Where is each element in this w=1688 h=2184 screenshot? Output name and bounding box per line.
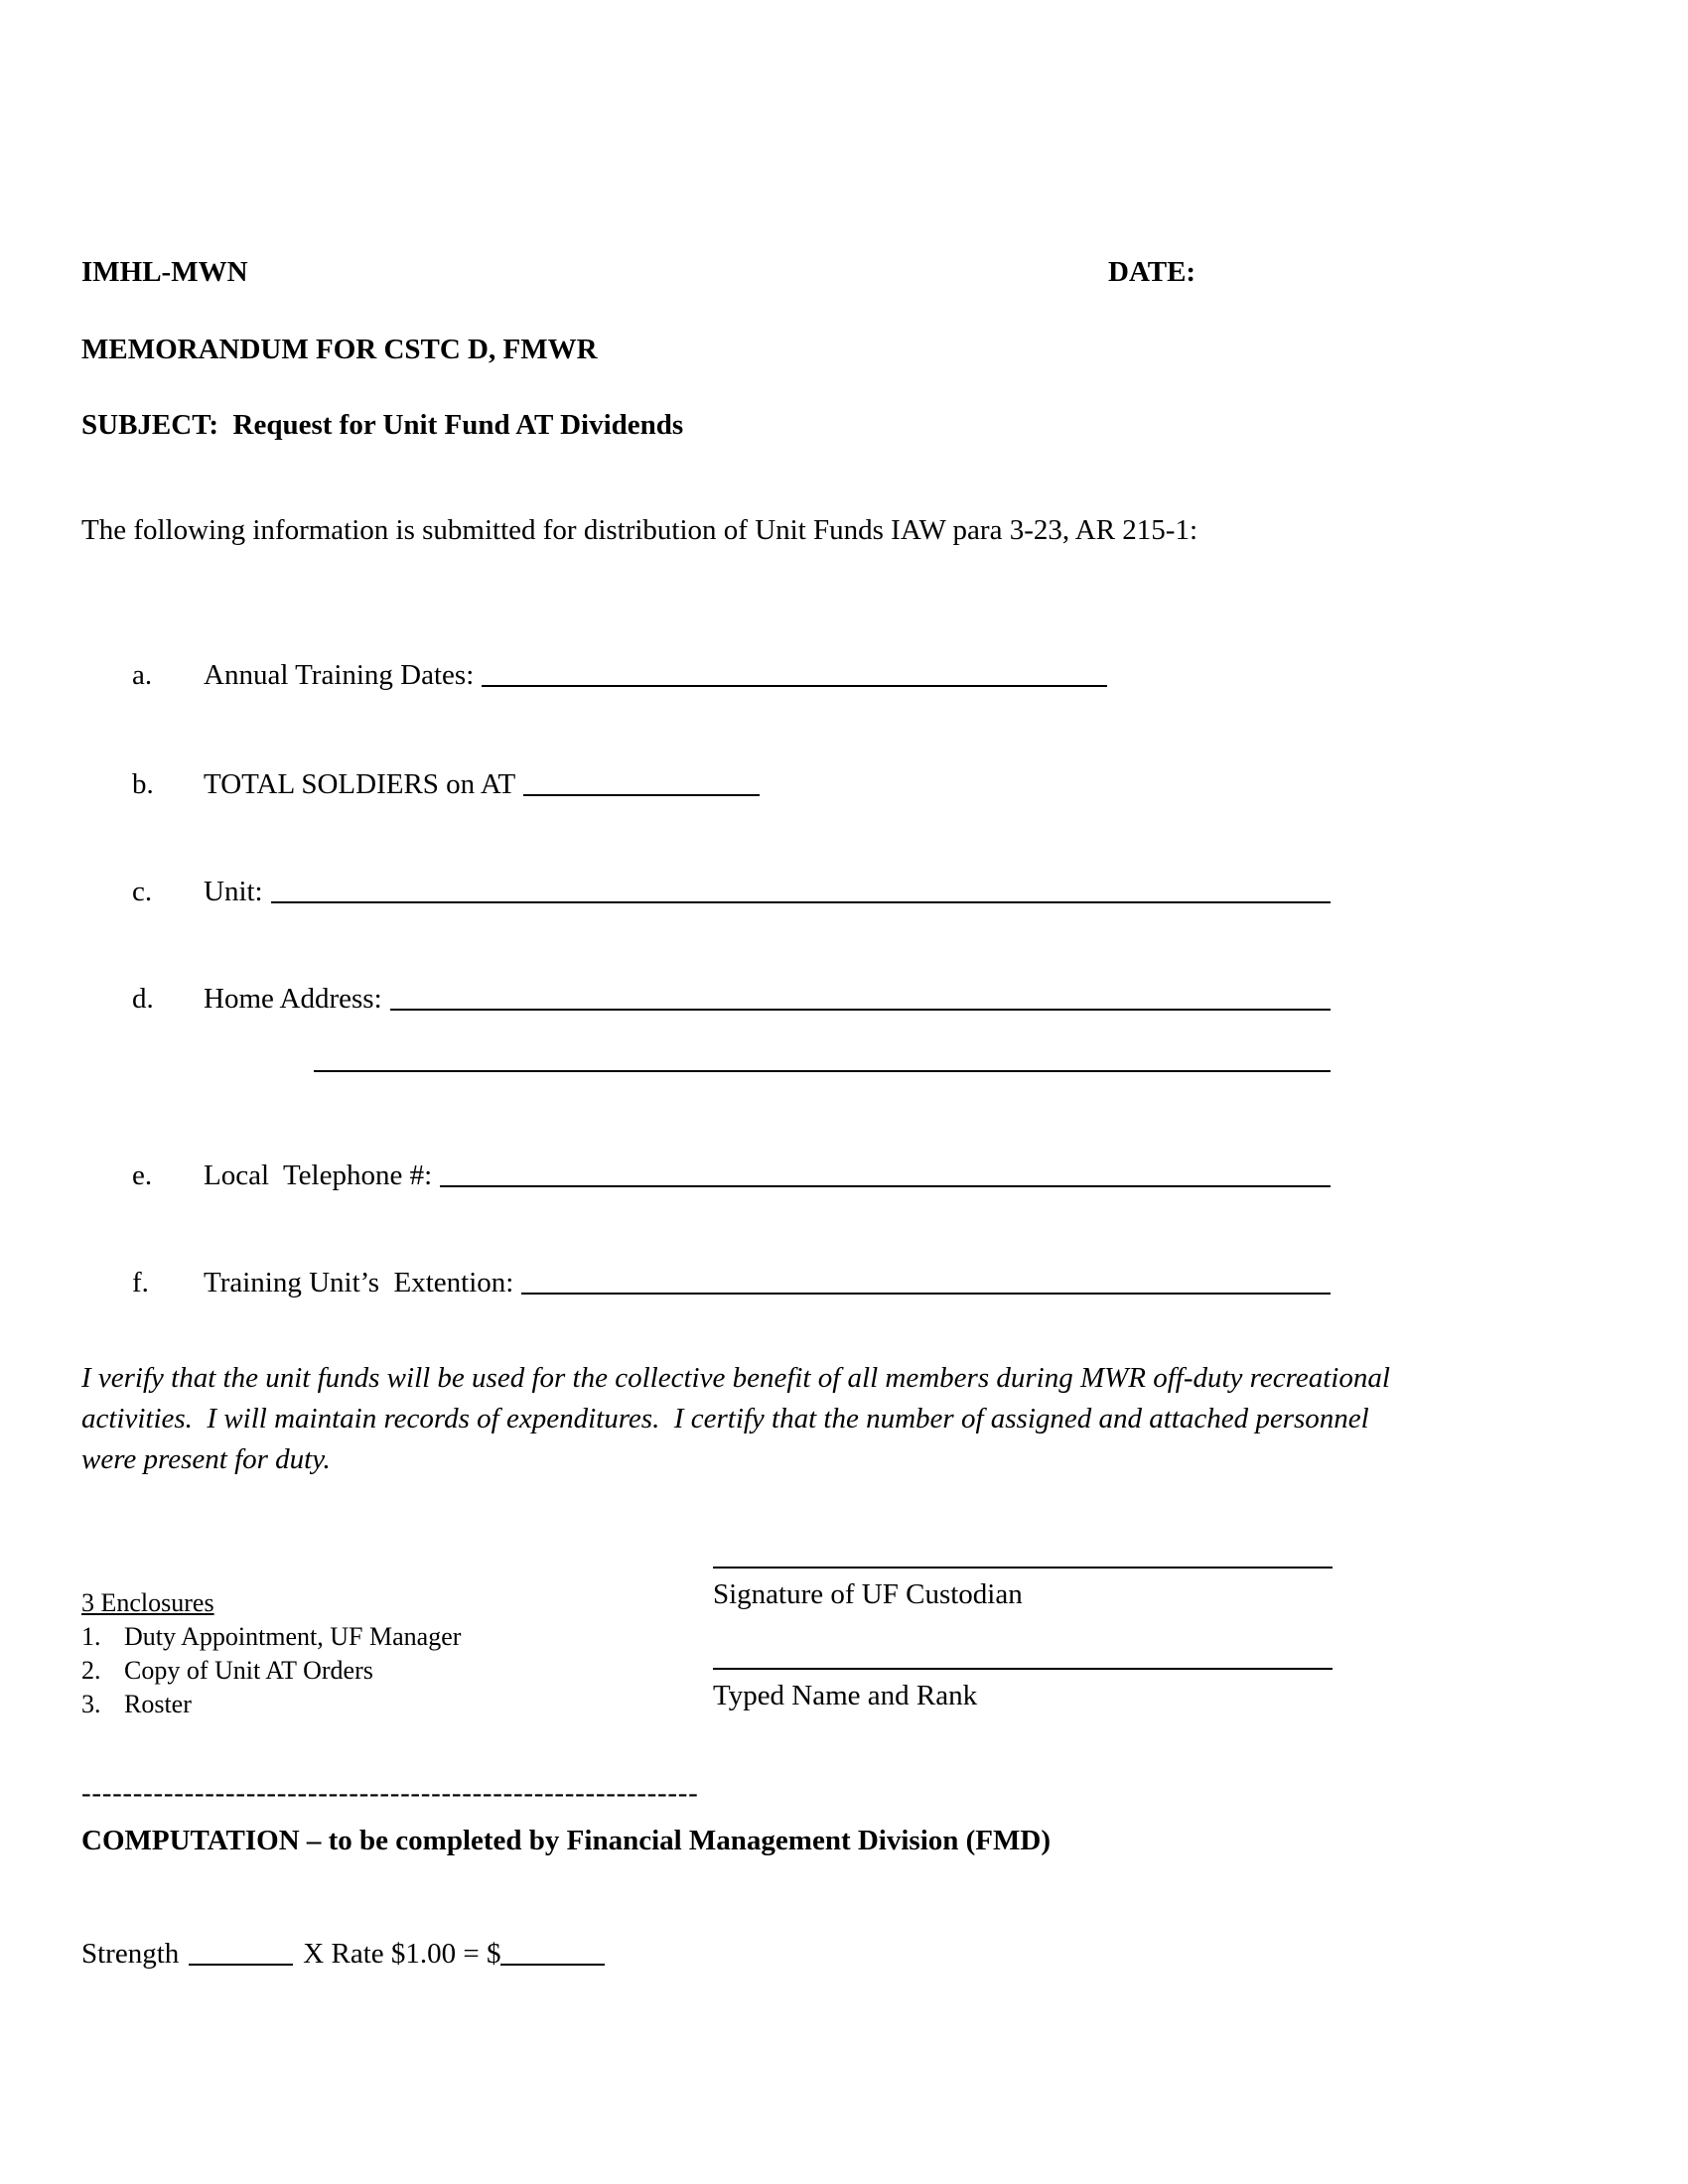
verification-line-2: activities. I will maintain records of expenditures. I certify that the number of assigned and attached personnel <box>81 1403 1369 1434</box>
amount-blank <box>500 1964 605 1966</box>
rate-label: X Rate $1.00 = $ <box>303 1938 501 1970</box>
enclosure-number-1: 1. <box>81 1622 101 1651</box>
strength-computation-row <box>81 1938 605 1971</box>
field-local-telephone <box>132 1160 1331 1192</box>
verification-paragraph <box>81 1358 1630 1480</box>
item-letter-c: c. <box>132 876 153 907</box>
enclosures-title: 3 Enclosures <box>81 1588 214 1617</box>
subject-line: SUBJECT: Request for Unit Fund AT Dividends <box>81 409 684 441</box>
blank-line-home-address-2 <box>314 1070 1331 1072</box>
intro-sentence: The following information is submitted for distribution of Unit Funds IAW para 3-23, AR 215-1: <box>81 514 1198 546</box>
blank-line-annual-training-dates <box>482 685 1107 687</box>
strength-blank <box>189 1964 293 1966</box>
field-total-soldiers <box>132 768 760 801</box>
verification-line-3: were present for duty. <box>81 1443 331 1475</box>
field-training-unit-extension <box>132 1267 1331 1299</box>
date-label: DATE: <box>1108 256 1196 288</box>
computation-heading: COMPUTATION – to be completed by Financial Management Division (FMD) <box>81 1825 1051 1856</box>
typed-name-label: Typed Name and Rank <box>713 1680 978 1711</box>
item-label-local-telephone: Local Telephone #: <box>204 1160 433 1191</box>
enclosures-block <box>81 1586 461 1721</box>
blank-line-training-unit-extension <box>521 1293 1331 1295</box>
item-letter-d: d. <box>132 983 154 1015</box>
enclosure-item <box>81 1620 461 1654</box>
field-unit <box>132 876 1331 908</box>
blank-line-local-telephone <box>440 1185 1331 1187</box>
signature-line <box>713 1567 1333 1569</box>
signature-label: Signature of UF Custodian <box>713 1578 1023 1610</box>
item-letter-a: a. <box>132 659 153 691</box>
blank-line-total-soldiers <box>523 794 760 796</box>
enclosure-text-3: Roster <box>124 1690 192 1718</box>
item-label-annual-training-dates: Annual Training Dates: <box>204 659 475 691</box>
item-label-total-soldiers: TOTAL SOLDIERS on AT <box>204 768 516 800</box>
enclosure-number-3: 3. <box>81 1690 101 1718</box>
enclosure-text-2: Copy of Unit AT Orders <box>124 1656 373 1685</box>
blank-line-unit <box>271 901 1331 903</box>
field-home-address <box>132 983 1331 1016</box>
enclosure-item <box>81 1688 461 1721</box>
item-letter-b: b. <box>132 768 154 800</box>
strength-label: Strength <box>81 1938 180 1970</box>
office-symbol: IMHL-MWN <box>81 256 248 288</box>
field-annual-training-dates <box>132 659 1107 692</box>
memorandum-for-line: MEMORANDUM FOR CSTC D, FMWR <box>81 334 598 365</box>
enclosure-text-1: Duty Appointment, UF Manager <box>124 1622 462 1651</box>
item-letter-e: e. <box>132 1160 153 1191</box>
item-letter-f: f. <box>132 1267 149 1298</box>
verification-line-1: I verify that the unit funds will be used for the collective benefit of all members during MWR off-duty recreational <box>81 1362 1390 1394</box>
item-label-training-unit-extension: Training Unit’s Extention: <box>204 1267 514 1298</box>
dashed-separator: ------------------------------------------------------------ <box>81 1777 699 1809</box>
blank-line-home-address <box>390 1009 1331 1011</box>
typed-name-line <box>713 1668 1333 1670</box>
item-label-unit: Unit: <box>204 876 263 907</box>
item-label-home-address: Home Address: <box>204 983 382 1015</box>
enclosure-item <box>81 1654 461 1688</box>
enclosure-number-2: 2. <box>81 1656 101 1685</box>
